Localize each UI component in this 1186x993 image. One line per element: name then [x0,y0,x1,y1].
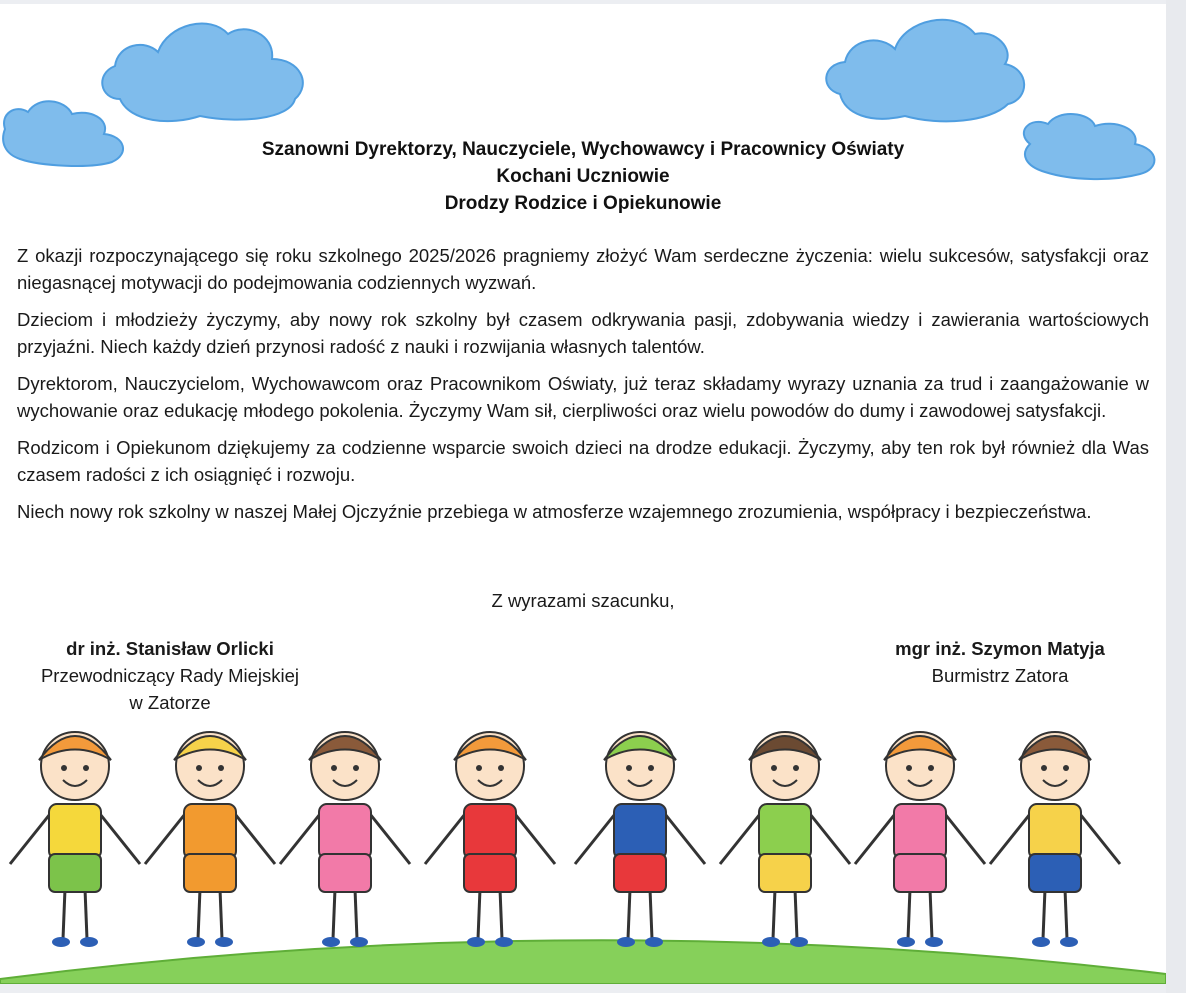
child-brown-hair-icon [990,732,1120,947]
child-blonde-braids-icon [145,732,275,947]
signature-left-name: dr inż. Stanisław Orlicki [66,638,274,659]
paragraph-4: Rodzicom i Opiekunom dziękujemy za codzienne wsparcie swoich dzieci na drodze edukacji. Życzymy, aby ten rok był również dla Was czasem radości z ich osiągnięć i rozwoju. [17,437,1149,485]
signature-right-name: mgr inż. Szymon Matyja [895,638,1105,659]
child-red-dress-icon [425,732,555,947]
greeting-line-2: Kochani Uczniowie [496,166,670,187]
signature-left-title-2: w Zatorze [129,692,211,713]
grass-icon [0,940,1166,984]
children-illustration [0,694,1166,984]
child-pink-shirt-icon [855,732,985,947]
signature-left-title: Przewodniczący Rady Miejskiej [40,665,300,686]
signature-right [850,635,1150,689]
greeting-line-1: Szanowni Dyrektorzy, Nauczyciele, Wychowawcy i Pracownicy Oświaty [261,139,905,160]
paragraph-1: Z okazji rozpoczynającego się roku szkolnego 2025/2026 pragniemy złożyć Wam serdeczne życzenia: wielu sukcesów, satysfakcji oraz niegasnącej motywacji do podejmowania codziennych wyzwań. [17,245,1149,293]
paragraph-5: Niech nowy rok szkolny w naszej Małej Ojczyźnie przebiega w atmosferze wzajemnego zrozumienia, współpracy i bezpieczeństwa. [17,501,1092,522]
cloud-icon [826,20,1024,122]
greeting-line-3: Drodzy Rodzice i Opiekunowie [444,193,722,214]
scrollbar-track[interactable] [1166,0,1186,993]
letter-body [17,242,1149,535]
child-pink-dress-icon [280,732,410,947]
signature-right-title: Burmistrz Zatora [931,665,1069,686]
child-orange-hair-icon [10,732,140,947]
letter-page [0,4,1166,984]
child-curly-hair-icon [720,732,850,947]
cloud-icon [102,24,303,122]
closing-phrase: Z wyrazami szacunku, [491,590,675,611]
paragraph-2: Dzieciom i młodzieży życzymy, aby nowy rok szkolny był czasem odkrywania pasji, zdobywania wiedzy i zawierania wartościowych przyjaźni. Niech każdy dzień przynosi radość z nauki i rozwijania własnych talentów. [17,309,1149,357]
paragraph-3: Dyrektorom, Nauczycielom, Wychowawcom oraz Pracownikom Oświaty, już teraz składamy wyrazy uznania za trud i zaangażowanie w wychowanie oraz edukację młodego pokolenia. Życzymy Wam sił, cierpliwości oraz wielu powodów do dumy i zawodowej satysfakcji. [17,373,1149,421]
child-green-cap-icon [575,732,705,947]
